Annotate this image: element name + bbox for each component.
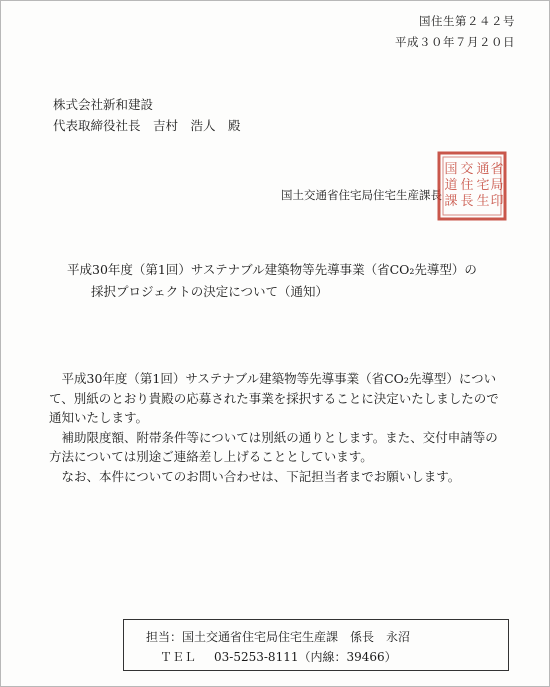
svg-text:省: 省 [490, 162, 504, 177]
svg-text:道: 道 [444, 178, 458, 193]
svg-text:交: 交 [460, 162, 474, 177]
svg-text:通: 通 [476, 162, 490, 177]
document-reference [395, 11, 515, 53]
phone-number: 03-5253-8111（内線：39466） [214, 650, 397, 664]
svg-text:宅: 宅 [476, 178, 490, 193]
body-paragraph-3: なお、本件についてのお問い合わせは、下記担当者までお願いします。 [61, 468, 461, 484]
contact-person: 担当：国土交通省住宅局住宅生産課 係長 永沼 [146, 630, 411, 644]
document-number: 国住生第２４２号 [419, 14, 515, 28]
document-date: 平成３０年７月２０日 [395, 35, 515, 49]
svg-text:印: 印 [490, 194, 504, 209]
svg-text:生: 生 [476, 194, 490, 209]
phone-label: ＴＥＬ [160, 650, 197, 664]
notice-body [49, 369, 507, 486]
svg-text:課: 課 [444, 194, 458, 209]
title-line-2: 採択プロジェクトの決定について（通知） [91, 284, 329, 299]
official-seal-stamp [437, 151, 507, 221]
contact-phone [146, 647, 498, 667]
sender: 国土交通省住宅局住宅生産課長 [281, 188, 442, 202]
svg-text:住: 住 [460, 178, 474, 193]
title-line-1: 平成30年度（第1回）サステナブル建築物等先導事業（省CO₂先導型）の [67, 262, 477, 277]
addressee [53, 94, 241, 136]
svg-text:国: 国 [444, 162, 458, 177]
addressee-company: 株式会社新和建設 [53, 97, 154, 112]
notice-title [67, 259, 507, 303]
body-paragraph-1: 平成30年度（第1回）サステナブル建築物等先導事業（省CO₂先導型）について、別紙のとおり貴殿の応募された事業を採択することに決定いたしましたので通知いたします。 [49, 371, 499, 425]
body-paragraph-2: 補助限度額、附帯条件等については別紙の通りとします。また、交付申請等の方法については別途ご連絡差し上げることとしています。 [49, 429, 498, 464]
svg-text:局: 局 [490, 178, 504, 193]
svg-text:長: 長 [460, 194, 474, 209]
contact-box [123, 619, 509, 671]
addressee-person: 代表取締役社長 吉村 浩人 殿 [53, 118, 241, 133]
